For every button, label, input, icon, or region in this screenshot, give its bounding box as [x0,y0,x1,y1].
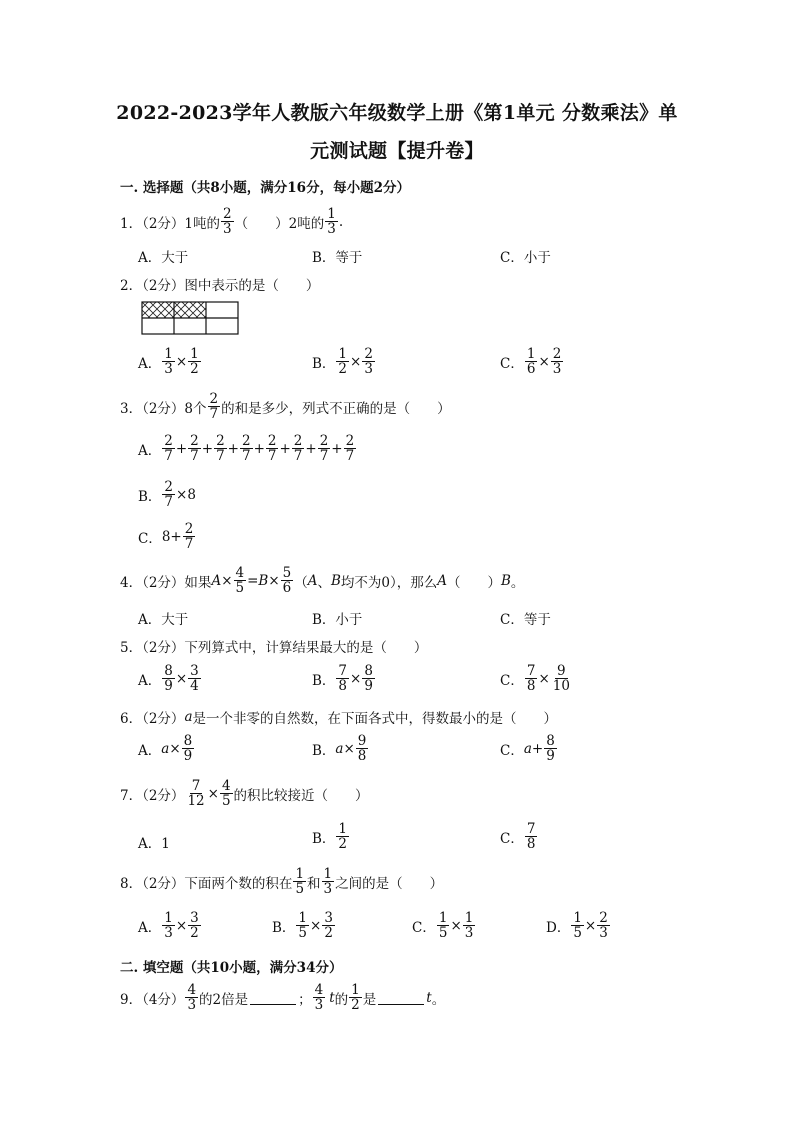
denominator: 7 [345,448,355,465]
fraction [185,983,198,1012]
numerator: 2 [184,521,194,537]
q9-text2: 的 [334,991,349,1008]
denominator: 5 [573,925,582,942]
fraction [551,664,572,693]
numerator: 9 [557,663,566,679]
denominator: 3 [187,997,197,1014]
times-eight: ×8 [176,486,196,503]
fraction [188,434,201,463]
denominator: 8 [357,748,367,765]
denominator: 7 [267,448,277,465]
q1-option-c[interactable]: C．小于 [500,250,551,266]
question-5: 5．（2分）下列算式中，计算结果最大的是（ ） [120,640,428,656]
fraction [185,779,206,808]
plus-sign: + [305,440,317,457]
numerator: 7 [338,663,348,679]
q3-option-b[interactable] [138,480,196,509]
numerator: 3 [190,910,199,926]
numerator: 1 [164,346,173,362]
times-sign: × [350,670,362,687]
var-a: a [184,709,193,725]
var-t: t [329,989,335,1006]
option-label: C． [500,355,524,372]
denominator: 3 [323,881,333,898]
times-sign: × [268,572,280,589]
q7-end: 的积比较接近（ ） [233,787,369,804]
numerator: 4 [187,982,197,998]
numerator: 2 [267,433,277,449]
denominator: 2 [190,925,199,942]
denominator: 9 [164,678,173,695]
denominator: 2 [324,925,333,942]
var-b: B [258,572,269,589]
q4-option-b[interactable]: B．小于 [312,612,363,628]
fraction [362,664,375,693]
q7-option-b[interactable] [312,822,350,851]
denominator: 2 [190,361,199,378]
fraction [571,911,584,940]
option-label: C． [500,830,524,847]
fraction [234,566,247,595]
doc-title-line1: 2022-2023学年人教版六年级数学上册《第1单元 分数乘法》单 [116,102,678,124]
denominator: 5 [235,580,245,597]
fraction [356,734,369,763]
fraction [281,566,294,595]
times-sign: × [343,740,355,757]
numerator: 1 [295,866,305,882]
and-word: 和 [307,875,321,892]
fraction [318,434,331,463]
numerator: 8 [546,733,555,749]
plus-sign: + [175,440,188,457]
question-3 [120,392,451,421]
q1-prefix: 1．（2分）1吨的 [120,215,221,232]
numerator: 1 [164,910,173,926]
q6-option-b[interactable] [312,734,369,763]
option-label: C． [138,530,162,547]
fraction [313,983,326,1012]
denominator: 7 [184,536,194,553]
denominator: 4 [190,678,199,695]
numerator: 5 [282,565,292,581]
fraction [162,347,175,376]
denominator: 7 [241,448,251,465]
fraction [344,434,357,463]
denominator: 9 [546,748,555,765]
numerator: 9 [357,733,367,749]
q3-prefix: 3．（2分）8个 [120,400,207,417]
repeated-sum [161,434,357,463]
fraction [525,822,538,851]
denominator: 5 [298,925,308,942]
times-sign: × [169,740,181,757]
times-sign: × [175,917,188,934]
option-label: A． [138,672,162,689]
q1-mid: （ ）2吨的 [234,215,325,232]
semicolon: ； [298,991,312,1008]
numerator: 1 [438,910,448,926]
fraction [162,911,175,940]
option-label: A． [138,355,162,372]
fraction [183,522,196,551]
fraction [188,347,201,376]
denominator: 5 [295,881,305,898]
option-label: A． [138,442,162,459]
q2-option-a[interactable] [138,347,202,376]
q4-note: 均不为0），那么 [340,574,438,591]
denominator: 6 [282,580,292,597]
numerator: 2 [364,346,373,362]
times-sign: × [221,572,233,589]
denominator: 9 [364,678,373,695]
denominator: 2 [351,997,360,1014]
var-a: A [307,572,318,589]
fraction [214,434,227,463]
denominator: 7 [216,448,225,465]
fraction [322,911,335,940]
denominator: 7 [319,448,329,465]
answer-blank-1[interactable] [250,990,296,1005]
var-b: B [501,572,511,589]
q9-text3: 是 [362,991,377,1008]
denominator: 8 [338,678,348,695]
fraction [336,822,349,851]
denominator: 3 [599,925,608,942]
q7-option-a[interactable]: A．1 [138,836,170,852]
option-label: A． [138,919,162,936]
times-sign: × [584,917,597,934]
fraction [597,911,610,940]
q1-option-b[interactable]: B．等于 [312,250,363,266]
fraction [525,347,538,376]
fraction [188,664,201,693]
numerator: 2 [552,346,562,362]
q9-prefix: 9．（4分） [120,991,185,1008]
fraction [349,983,362,1012]
numerator: 2 [319,433,329,449]
q3-option-a[interactable] [138,434,357,463]
denominator: 7 [164,494,174,511]
plus-sign: + [253,440,265,457]
numerator: 1 [190,346,199,362]
numerator: 4 [221,778,231,794]
plus-sign: + [279,440,291,457]
option-label: B． [312,830,336,847]
numerator: 7 [526,663,536,679]
numerator: 1 [298,910,308,926]
q8-prefix: 8．（2分）下面两个数的积在 [120,875,293,892]
numerator: 1 [526,346,536,362]
numerator: 1 [338,346,348,362]
fraction [293,867,306,896]
fraction [162,480,175,509]
question-1 [120,207,343,236]
q8-option-b[interactable] [272,911,336,940]
numerator: 2 [164,479,174,495]
q4-option-c[interactable]: C．等于 [500,612,551,628]
numerator: 4 [314,982,324,998]
fraction [296,911,309,940]
plus-sign: + [227,440,239,457]
numerator: 2 [293,433,303,449]
numerator: 2 [164,433,173,449]
q2-option-b[interactable] [312,347,376,376]
fraction [162,664,175,693]
denominator: 7 [190,448,199,465]
denominator: 3 [327,221,336,238]
denominator: 3 [364,361,373,378]
q6-option-c[interactable] [500,734,558,763]
option-label: D． [546,919,571,936]
numerator: 7 [526,821,536,837]
denominator: 3 [164,925,173,942]
var-a: A [211,572,222,589]
fraction [208,392,221,421]
numerator: 7 [191,778,201,794]
var-a: a [335,740,344,757]
paren: （ [294,574,308,591]
denominator: 5 [438,925,448,942]
denominator: 8 [526,678,536,695]
numerator: 2 [599,910,608,926]
denominator: 3 [223,221,232,238]
fraction [336,347,349,376]
question-8 [120,867,443,896]
denominator: 2 [338,836,348,853]
q6-prefix: 6．（2分） [120,711,185,727]
separator: 、 [317,574,331,591]
times-sign: × [450,917,462,934]
times-sign: × [207,785,219,802]
numerator: 2 [190,433,199,449]
numerator: 2 [209,391,219,407]
numerator: 1 [573,910,582,926]
var-a: a [161,740,170,757]
plus-sign: + [201,440,214,457]
q1-end: . [338,213,344,230]
numerator: 8 [183,733,193,749]
fraction [240,434,253,463]
numerator: 2 [345,433,355,449]
fraction [292,434,305,463]
q5-option-b[interactable] [312,664,376,693]
question-7 [120,779,369,808]
fraction [336,664,349,693]
numerator: 2 [223,206,232,222]
denominator: 3 [464,925,474,942]
times-sign: × [538,353,550,370]
denominator: 6 [526,361,536,378]
times-sign: × [350,353,362,370]
fraction [551,347,564,376]
q7-prefix: 7．（2分） [120,787,185,804]
section-choice-heading: 一. 选择题（共8小题，满分16分，每小题2分） [120,180,410,196]
fraction-grid-figure [141,301,239,335]
denominator: 8 [526,836,536,853]
fraction [437,911,450,940]
q2-option-c[interactable] [500,347,564,376]
denominator: 5 [221,793,231,810]
q1-option-a[interactable]: A．大于 [138,250,189,266]
q4-option-a[interactable]: A．大于 [138,612,189,628]
times-sign: × [538,670,550,687]
q3-end: 的和是多少，列式不正确的是（ ） [221,400,451,417]
option-label: B． [312,355,336,372]
option-label: B． [312,672,336,689]
fraction [266,434,279,463]
denominator: 10 [552,678,570,695]
numerator: 3 [190,663,199,679]
denominator: 7 [293,448,303,465]
fraction [325,207,338,236]
numerator: 2 [216,433,225,449]
fraction [188,911,201,940]
var-t: t [426,989,432,1006]
eight-plus: 8+ [161,528,182,545]
denominator: 3 [314,997,324,1014]
denominator: 9 [183,748,193,765]
option-label: B． [312,742,336,759]
times-sign: × [175,353,188,370]
fraction [220,779,233,808]
numerator: 8 [364,663,373,679]
question-9 [120,983,445,1012]
numerator: 1 [327,206,336,222]
numerator: 1 [464,910,474,926]
option-label: A． [138,742,162,759]
fraction [525,664,538,693]
var-b: B [330,572,341,589]
denominator: 7 [209,406,219,423]
q8-option-d[interactable] [546,911,611,940]
question-4 [120,566,524,595]
q5-option-c[interactable] [500,664,573,693]
q5-option-a[interactable] [138,664,202,693]
doc-title-line2: 元测试题【提升卷】 [310,140,484,162]
numerator: 4 [235,565,245,581]
fraction [544,734,557,763]
question-6 [120,707,557,727]
denominator: 3 [552,361,562,378]
denominator: 12 [187,793,205,810]
fraction [362,347,375,376]
times-sign: × [175,670,188,687]
option-label: C． [500,672,524,689]
plus-sign: + [531,740,544,757]
numerator: 1 [351,982,360,998]
q3-option-c[interactable] [138,522,196,551]
fraction [182,734,195,763]
fraction [322,867,335,896]
numerator: 2 [241,433,251,449]
q6-option-a[interactable] [138,734,195,763]
q7-option-c[interactable] [500,822,538,851]
denominator: 7 [164,448,173,465]
fraction [162,434,175,463]
q4-prefix: 4．（2分）如果 [120,574,212,591]
numerator: 3 [324,910,333,926]
answer-blank-2[interactable] [378,990,424,1005]
q8-option-a[interactable] [138,911,202,940]
denominator: 3 [164,361,173,378]
fraction [463,911,476,940]
numerator: 1 [323,866,333,882]
q9-text1: 的2倍是 [199,991,249,1008]
answer-blank: （ ） [447,574,501,591]
q9-end: 。 [431,991,446,1008]
var-a: A [437,572,447,589]
numerator: 1 [338,821,348,837]
q6-text: 是一个非零的自然数，在下面各式中，得数最小的是（ ） [192,711,557,727]
equals-sign: = [247,572,259,589]
option-label: C． [412,919,436,936]
denominator: 2 [338,361,348,378]
q8-end: 之间的是（ ） [335,875,444,892]
times-sign: × [310,917,322,934]
plus-sign: + [331,440,343,457]
q8-option-c[interactable] [412,911,476,940]
var-a: a [523,740,532,757]
question-2: 2．（2分）图中表示的是（ ） [120,278,320,294]
numerator: 8 [164,663,173,679]
q4-end: 。 [510,574,525,591]
fraction [221,207,234,236]
section-fill-heading: 二. 填空题（共10小题，满分34分） [120,960,343,976]
option-label: B． [138,488,162,505]
option-label: B． [272,919,296,936]
option-label: C． [500,742,524,759]
